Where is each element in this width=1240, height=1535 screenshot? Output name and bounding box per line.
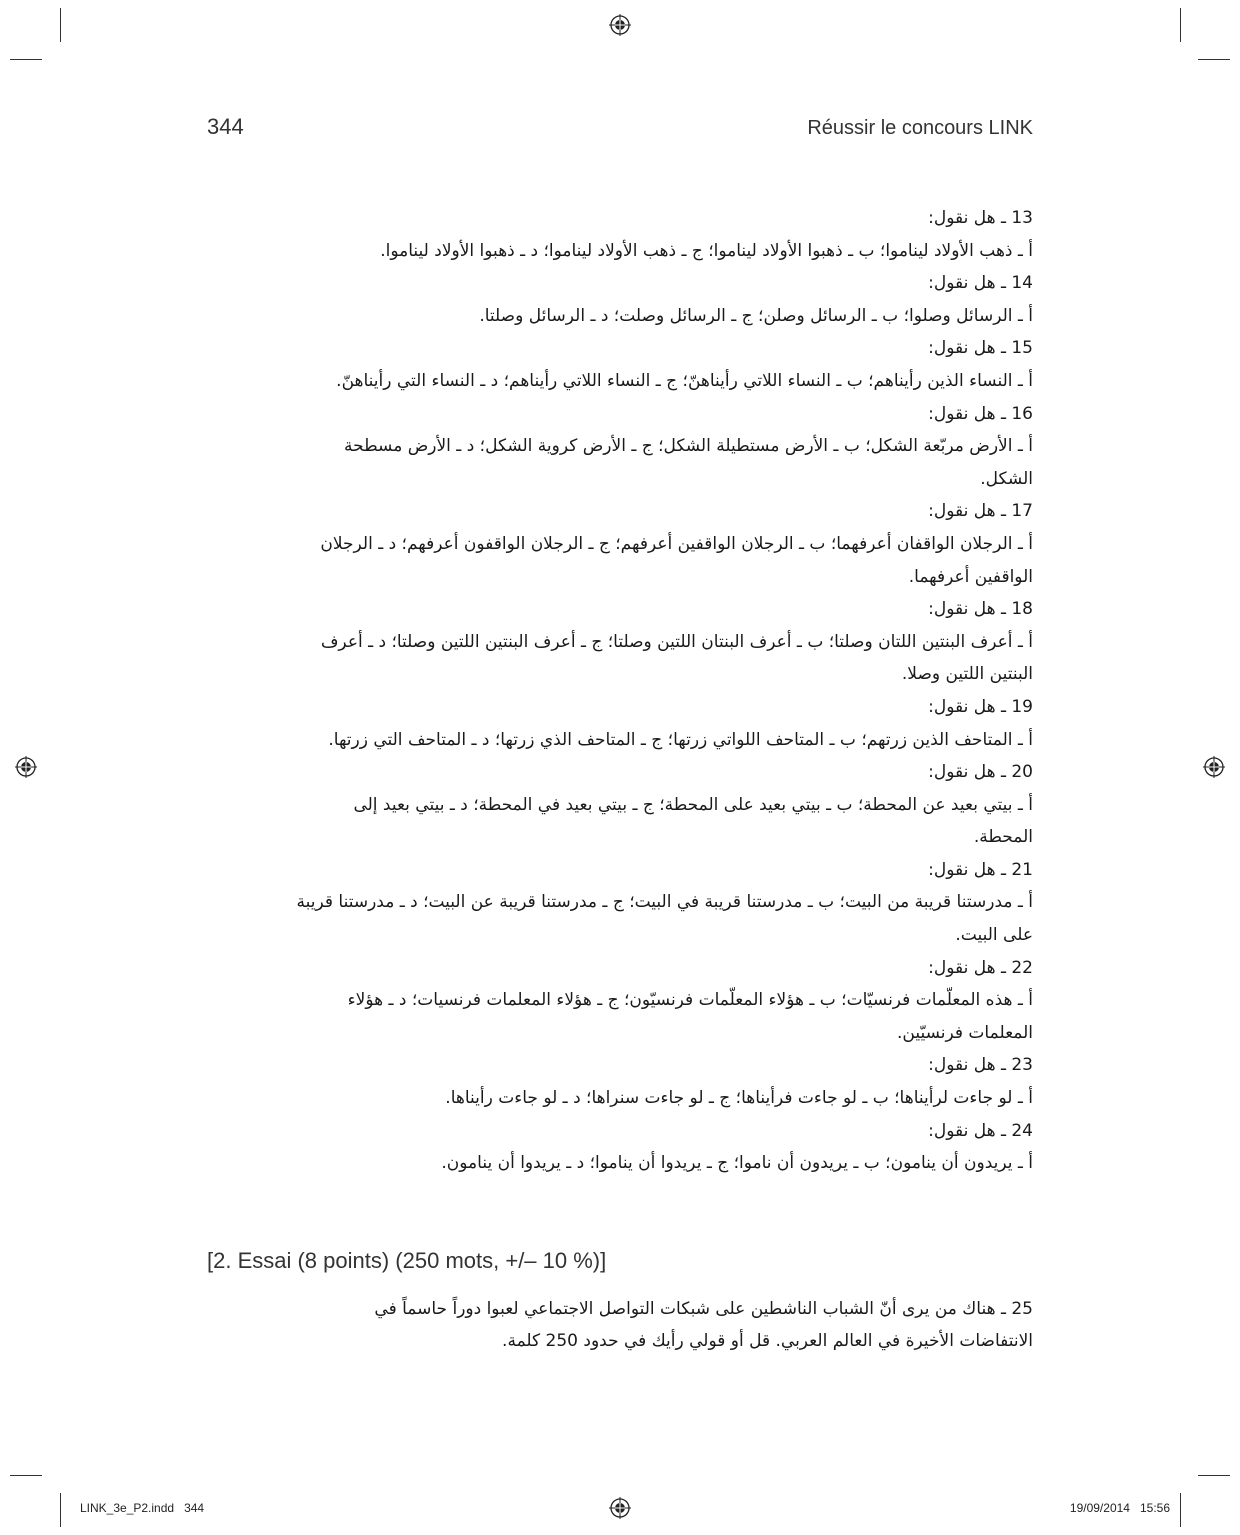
question-23-options: أ ـ لو جاءت لرأيناها؛ ب ـ لو جاءت فرأيناها؛ ج ـ لو جاءت سنراها؛ د ـ لو جاءت رأيناها. [445, 1088, 1033, 1109]
crop-mark-top-right-vertical [1180, 8, 1181, 42]
question-17-number: 17 ـ هل نقول: [928, 501, 1033, 522]
crop-mark-bottom-left-horizontal [10, 1475, 42, 1476]
question-13-number: 13 ـ هل نقول: [928, 208, 1033, 228]
essay-prompt-text: 25 ـ هناك من يرى أنّ الشباب الناشطين على شبكات التواصل الاجتماعي لعبوا دوراً حاسماً في الانتفاضات الأخيرة في العالم العربي. قل أو قولي رأيك في حدود 250 كلمة. [374, 1299, 1033, 1351]
question-24-options: أ ـ يريدون أن ينامون؛ ب ـ يريدون أن ناموا؛ ج ـ يريدوا أن يناموا؛ د ـ يريدوا أن ينامون. [441, 1153, 1033, 1174]
section-heading: [2. Essai (8 points) (250 mots, +/– 10 %)] [207, 1248, 607, 1273]
crop-mark-top-right-horizontal [1198, 59, 1230, 60]
question-14-number: 14 ـ هل نقول: [928, 273, 1033, 294]
question-21-number: 21 ـ هل نقول: [928, 859, 1033, 880]
question-21-options: أ ـ مدرستنا قريبة من البيت؛ ب ـ مدرستنا قريبة في البيت؛ ج ـ مدرستنا قريبة عن البيت؛ د ـ مدرستنا قريبة على البيت. [296, 892, 1033, 946]
slug-date-time: 19/09/2014 15:56 [1069, 1501, 1170, 1515]
question-22-options: أ ـ هذه المعلّمات فرنسيّات؛ ب ـ هؤلاء المعلّمات فرنسيّون؛ ج ـ هؤلاء المعلمات فرنسيات؛ د ـ هؤلاء المعلمات فرنسيّين. [347, 990, 1033, 1043]
question-20-options: أ ـ بيتي بعيد عن المحطة؛ ب ـ بيتي بعيد على المحطة؛ ج ـ بيتي بعيد في المحطة؛ د ـ بيتي بعيد إلى المحطة. [353, 794, 1033, 848]
question-17-options: أ ـ الرجلان الواقفان أعرفهما؛ ب ـ الرجلان الواقفين أعرفهم؛ ج ـ الرجلان الواقفون أعرفهم؛ د ـ الرجلان الواقفين أعرفهما. [320, 533, 1033, 587]
essay-prompt [333, 1293, 1033, 1357]
question-24-number: 24 ـ هل نقول: [928, 1120, 1033, 1141]
question-16-number: 16 ـ هل نقول: [928, 403, 1033, 424]
crop-mark-top-left-vertical [60, 8, 61, 42]
question-18-number: 18 ـ هل نقول: [928, 599, 1033, 620]
question-list [253, 202, 1033, 1180]
registration-mark-icon [15, 756, 37, 778]
running-title: Réussir le concours LINK [807, 117, 1033, 139]
crop-mark-bottom-right-vertical [1180, 1493, 1181, 1527]
question-14-options: أ ـ الرسائل وصلوا؛ ب ـ الرسائل وصلن؛ ج ـ الرسائل وصلت؛ د ـ الرسائل وصلتا. [479, 305, 1033, 326]
registration-mark-icon [1203, 756, 1225, 778]
question-16-options: أ ـ الأرض مربّعة الشكل؛ ب ـ الأرض مستطيلة الشكل؛ ج ـ الأرض كروية الشكل؛ د ـ الأرض مسطحة الشكل. [344, 436, 1033, 489]
question-19-number: 19 ـ هل نقول: [928, 696, 1033, 717]
registration-mark-icon [609, 1497, 631, 1519]
slug-file-name: LINK_3e_P2.indd 344 [80, 1501, 205, 1515]
question-23-number: 23 ـ هل نقول: [928, 1055, 1033, 1076]
crop-mark-bottom-right-horizontal [1198, 1475, 1230, 1476]
page-number: 344 [207, 114, 244, 139]
question-20-number: 20 ـ هل نقول: [928, 762, 1033, 783]
question-18-options: أ ـ أعرف البنتين اللتان وصلتا؛ ب ـ أعرف البنتان اللتين وصلتا؛ ج ـ أعرف البنتين اللتين وصلتا؛ د ـ أعرف البنتين اللتين وصلا. [320, 631, 1033, 685]
question-22-number: 22 ـ هل نقول: [928, 957, 1033, 978]
question-19-options: أ ـ المتاحف الذين زرتهم؛ ب ـ المتاحف اللواتي زرتها؛ ج ـ المتاحف الذي زرتها؛ د ـ المتاحف التي زرتها. [328, 729, 1033, 750]
question-15-number: 15 ـ هل نقول: [928, 338, 1033, 359]
question-13-options: أ ـ ذهب الأولاد ليناموا؛ ب ـ ذهبوا الأولاد ليناموا؛ ج ـ ذهب الأولاد ليناموا؛ د ـ ذهبوا الأولاد ليناموا. [380, 240, 1033, 261]
crop-mark-bottom-left-vertical [60, 1493, 61, 1527]
question-15-options: أ ـ النساء الذين رأيناهم؛ ب ـ النساء اللاتي رأيناهنّ؛ ج ـ النساء اللاتي رأيناهم؛ د ـ النساء التي رأيناهنّ. [336, 370, 1033, 391]
registration-mark-icon [609, 14, 631, 36]
crop-mark-top-left-horizontal [10, 59, 42, 60]
